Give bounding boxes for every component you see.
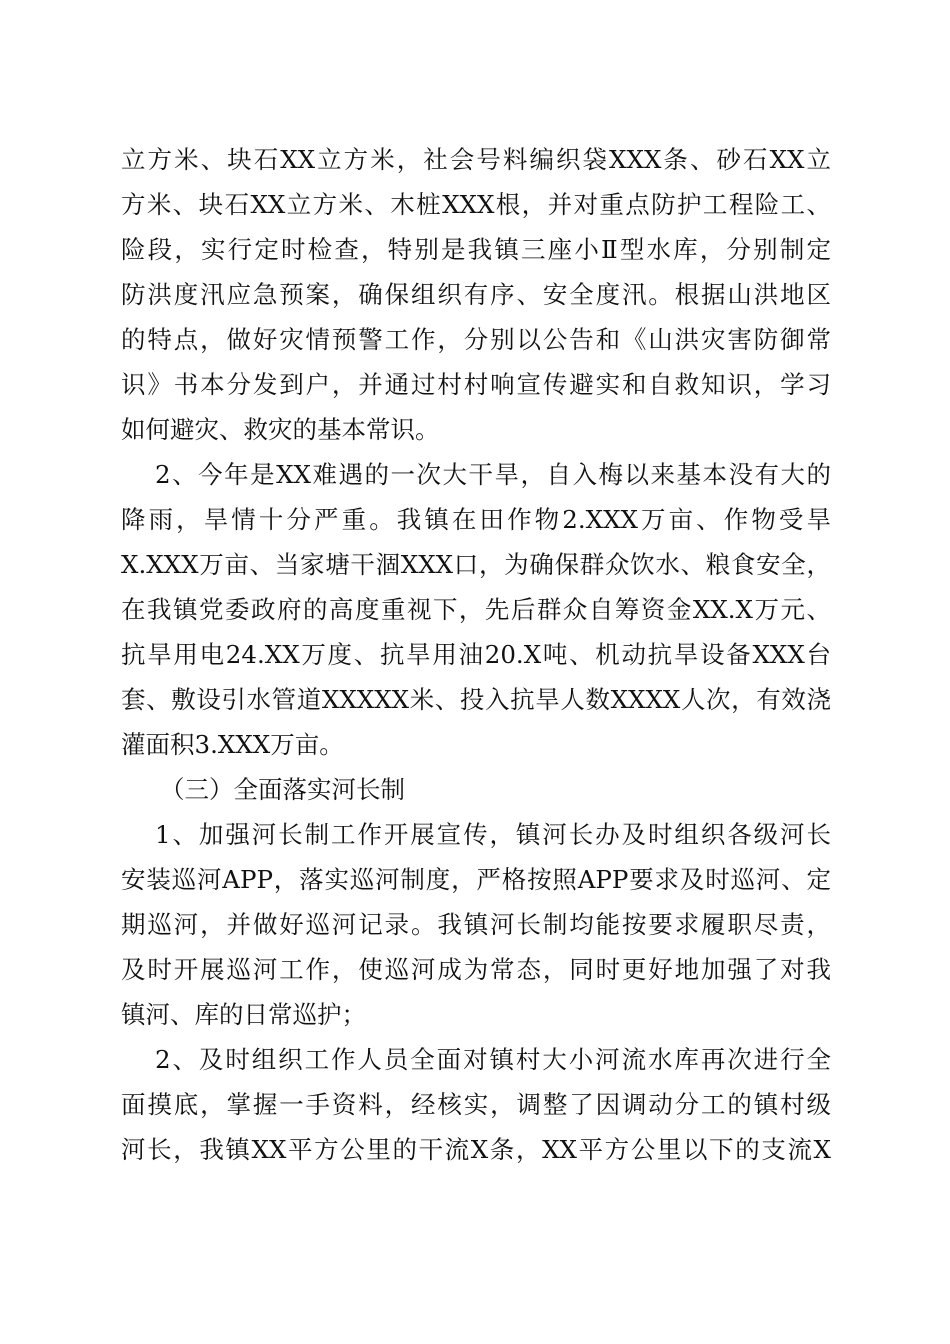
section-heading: （三）全面落实河长制 — [160, 775, 405, 804]
text-line: 降雨，旱情十分严重。我镇在田作物2.XXX万亩、作物受旱 — [121, 505, 831, 534]
paragraph-start-line: 2、及时组织工作人员全面对镇村大小河流水库再次进行全 — [155, 1045, 831, 1074]
text-line: 识》书本分发到户，并通过村村响宣传避实和自救知识，学习 — [121, 370, 831, 399]
text-line: 镇河、库的日常巡护； — [121, 1000, 366, 1029]
text-line: 期巡河，并做好巡河记录。我镇河长制均能按要求履职尽责， — [121, 910, 831, 939]
text-line: 面摸底，掌握一手资料，经核实，调整了因调动分工的镇村级 — [121, 1090, 831, 1119]
text-line: 如何避灾、救灾的基本常识。 — [121, 415, 440, 444]
text-line: 套、敷设引水管道XXXXX米、投入抗旱人数XXXX人次，有效浇 — [121, 685, 831, 714]
text-line: X.XXX万亩、当家塘干涸XXX口，为确保群众饮水、粮食安全， — [121, 550, 831, 579]
text-line: 灌面积3.XXX万亩。 — [121, 730, 344, 759]
text-line: 方米、块石XX立方米、木桩XXX根，并对重点防护工程险工、 — [121, 190, 831, 219]
text-line: 抗旱用电24.XX万度、抗旱用油20.X吨、机动抗旱设备XXX台 — [121, 640, 831, 669]
text-line: 险段，实行定时检查，特别是我镇三座小Ⅱ型水库，分别制定 — [121, 235, 831, 264]
paragraph-start-line: 2、今年是XX难遇的一次大干旱，自入梅以来基本没有大的 — [155, 460, 831, 489]
text-line: 安装巡河APP，落实巡河制度，严格按照APP要求及时巡河、定 — [121, 865, 831, 894]
text-line: 在我镇党委政府的高度重视下，先后群众自筹资金XX.X万元、 — [121, 595, 831, 624]
text-line: 及时开展巡河工作，使巡河成为常态，同时更好地加强了对我 — [121, 955, 831, 984]
text-line: 防洪度汛应急预案，确保组织有序、安全度汛。根据山洪地区 — [121, 280, 831, 309]
text-line: 河长，我镇XX平方公里的干流X条，XX平方公里以下的支流X — [121, 1135, 831, 1164]
text-line: 立方米、块石XX立方米，社会号料编织袋XXX条、砂石XX立 — [121, 145, 831, 174]
paragraph-start-line: 1、加强河长制工作开展宣传，镇河长办及时组织各级河长 — [155, 820, 831, 849]
text-line: 的特点，做好灾情预警工作，分别以公告和《山洪灾害防御常 — [121, 325, 831, 354]
